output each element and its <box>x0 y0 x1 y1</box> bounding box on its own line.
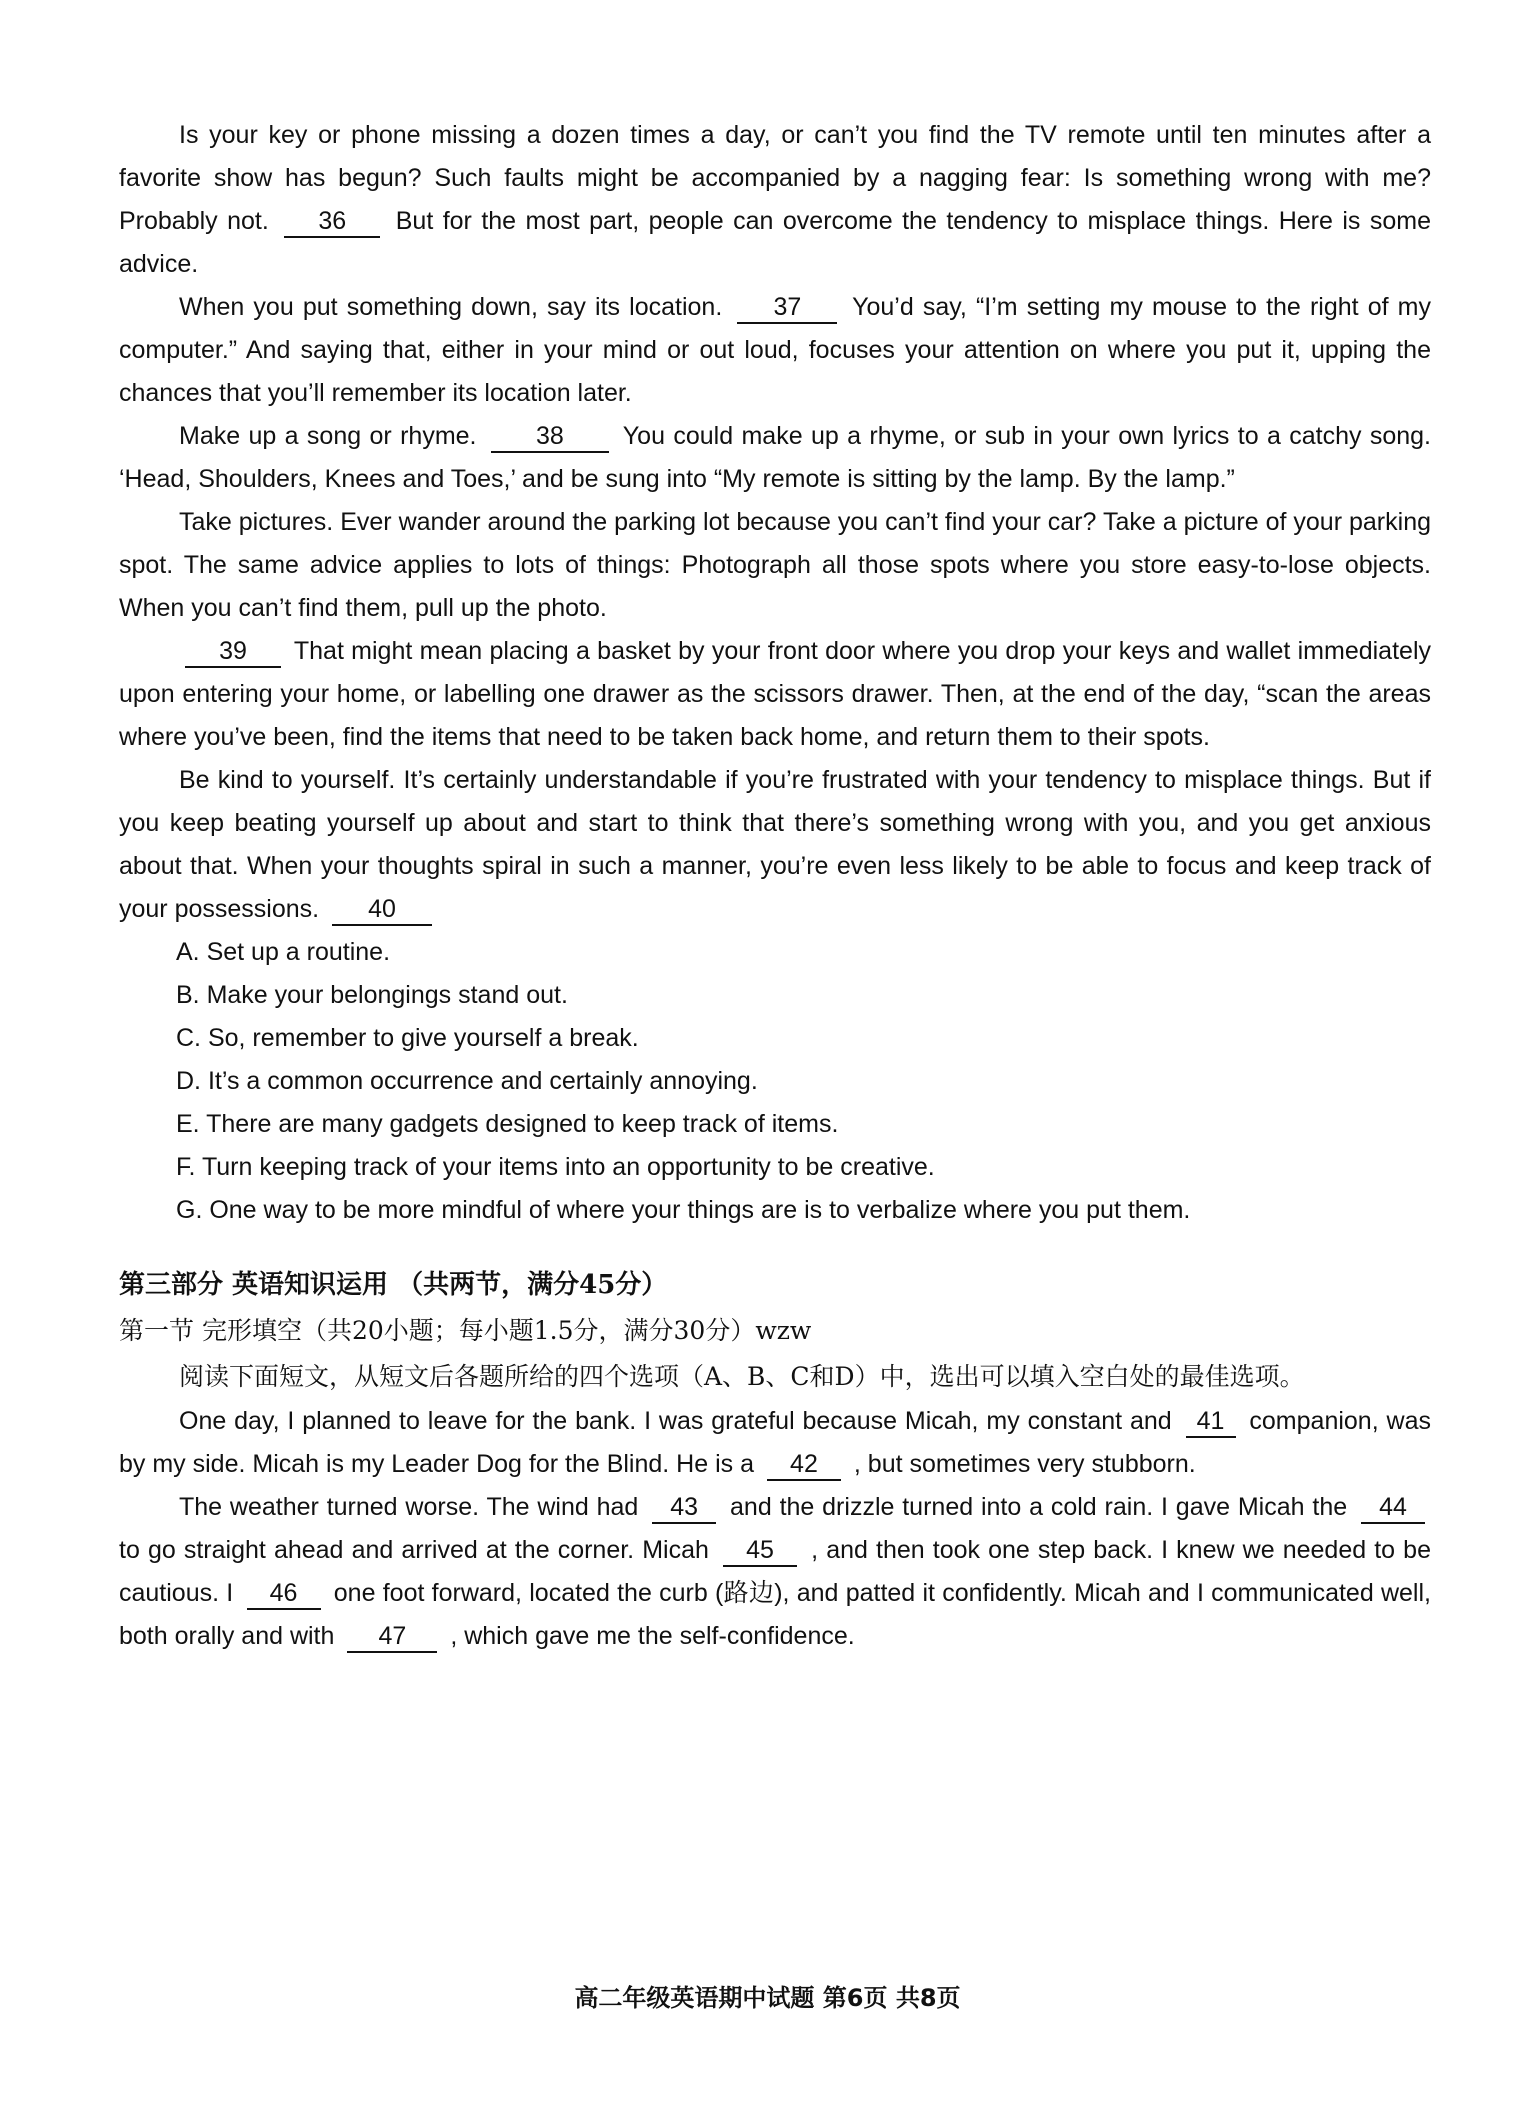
cloze-passage <box>119 1400 1431 1658</box>
paragraph-text: one foot forward, located the curb (路边), and patted it confidently. Micah and I communicated well, both orally and with <box>119 1579 1431 1650</box>
reading-passage <box>119 114 1431 931</box>
section-instruction: 阅读下面短文，从短文后各题所给的四个选项（A、B、C和D）中，选出可以填入空白处的最佳选项。 <box>179 1362 1305 1391</box>
answer-blank: 36 <box>284 206 380 238</box>
answer-blank: 42 <box>767 1449 841 1481</box>
option-item: G. One way to be more mindful of where your things are is to verbalize where you put them. <box>176 1196 1191 1224</box>
answer-blank: 46 <box>247 1578 321 1610</box>
passage-paragraph <box>119 630 1431 759</box>
paragraph-text: Is your key or phone missing a dozen times a day, or can’t you find the TV remote until ten minutes after a favorite show has begun? Such faults might be accompanied by a nagging fear: Is something wrong with me? Probably not. <box>119 121 1431 235</box>
cloze-paragraph <box>119 1486 1431 1658</box>
paragraph-text: That might mean placing a basket by your front door where you drop your keys and wallet immediately upon entering your home, or labelling one drawer as the scissors drawer. Then, at the end of the day, “scan the areas where you’ve been, find the items that need to be taken back home, and return them to their spots. <box>119 637 1431 751</box>
passage-paragraph <box>119 114 1431 286</box>
paragraph-text: and the drizzle turned into a cold rain. I gave Micah the <box>730 1493 1348 1521</box>
section-title: 第三部分 英语知识运用 （共两节，满分45分） <box>119 1270 668 1300</box>
paragraph-text: Take pictures. Ever wander around the parking lot because you can’t find your car? Take a picture of your parking spot. The same advice applies to lots of things: Photograph all those spots where you store easy-to-lose objects. When you can’t find them, pull up the photo. <box>119 508 1431 622</box>
page-footer: 高二年级英语期中试题 第6页 共8页 <box>574 1984 961 2012</box>
section-three <box>119 1262 1431 1400</box>
passage-paragraph <box>119 501 1431 630</box>
answer-blank: 40 <box>332 894 432 926</box>
paragraph-text: , which gave me the self-confidence. <box>450 1622 855 1650</box>
answer-blank: 38 <box>491 421 609 453</box>
page-content <box>119 114 1431 1658</box>
paragraph-text: , but sometimes very stubborn. <box>853 1450 1196 1478</box>
answer-blank: 43 <box>652 1492 716 1524</box>
passage-paragraph <box>119 286 1431 415</box>
paragraph-text: But for the most part, people can overcome the tendency to misplace things. Here is some advice. <box>119 207 1431 278</box>
paragraph-text: Make up a song or rhyme. <box>179 422 477 450</box>
option-item: C. So, remember to give yourself a break. <box>176 1024 639 1052</box>
passage-paragraph <box>119 415 1431 501</box>
cloze-paragraph <box>119 1400 1431 1486</box>
paragraph-text: companion, was by my side. Micah is my Leader Dog for the Blind. He is a <box>119 1407 1431 1478</box>
option-item: B. Make your belongings stand out. <box>176 981 568 1009</box>
paragraph-text: When you put something down, say its location. <box>179 293 723 321</box>
answer-blank: 44 <box>1361 1492 1425 1524</box>
answer-blank: 41 <box>1186 1406 1236 1438</box>
passage-paragraph <box>119 759 1431 931</box>
paragraph-text: to go straight ahead and arrived at the corner. Micah <box>119 1536 709 1564</box>
answer-options <box>119 931 1431 1232</box>
paragraph-text: You’d say, “I’m setting my mouse to the right of my computer.” And saying that, either in your mind or out loud, focuses your attention on where you put it, upping the chances that you’ll remember its location later. <box>119 293 1431 407</box>
paragraph-text: You could make up a rhyme, or sub in your own lyrics to a catchy song. ‘Head, Shoulders, Knees and Toes,’ and be sung into “My remote is sitting by the lamp. By the lamp.” <box>119 422 1432 493</box>
answer-blank: 45 <box>723 1535 797 1567</box>
section-subtitle: 第一节 完形填空（共20小题；每小题1.5分，满分30分）wzw <box>119 1316 812 1345</box>
option-item: F. Turn keeping track of your items into an opportunity to be creative. <box>176 1153 935 1181</box>
paragraph-text: The weather turned worse. The wind had <box>179 1493 639 1521</box>
option-item: D. It’s a common occurrence and certainly annoying. <box>176 1067 758 1095</box>
answer-blank: 47 <box>347 1621 437 1653</box>
answer-blank: 39 <box>185 636 281 668</box>
answer-blank: 37 <box>737 292 837 324</box>
paragraph-text: , and then took one step back. I knew we needed to be cautious. I <box>119 1536 1431 1607</box>
option-item: E. There are many gadgets designed to keep track of items. <box>176 1110 839 1138</box>
paragraph-text: Be kind to yourself. It’s certainly understandable if you’re frustrated with your tendency to misplace things. But if you keep beating yourself up about and start to think that there’s something wrong with you, and you get anxious about that. When your thoughts spiral in such a manner, you’re even less likely to be able to focus and keep track of your possessions. <box>119 766 1431 923</box>
option-item: A. Set up a routine. <box>176 938 391 966</box>
paragraph-text: One day, I planned to leave for the bank. I was grateful because Micah, my constant and <box>179 1407 1172 1435</box>
